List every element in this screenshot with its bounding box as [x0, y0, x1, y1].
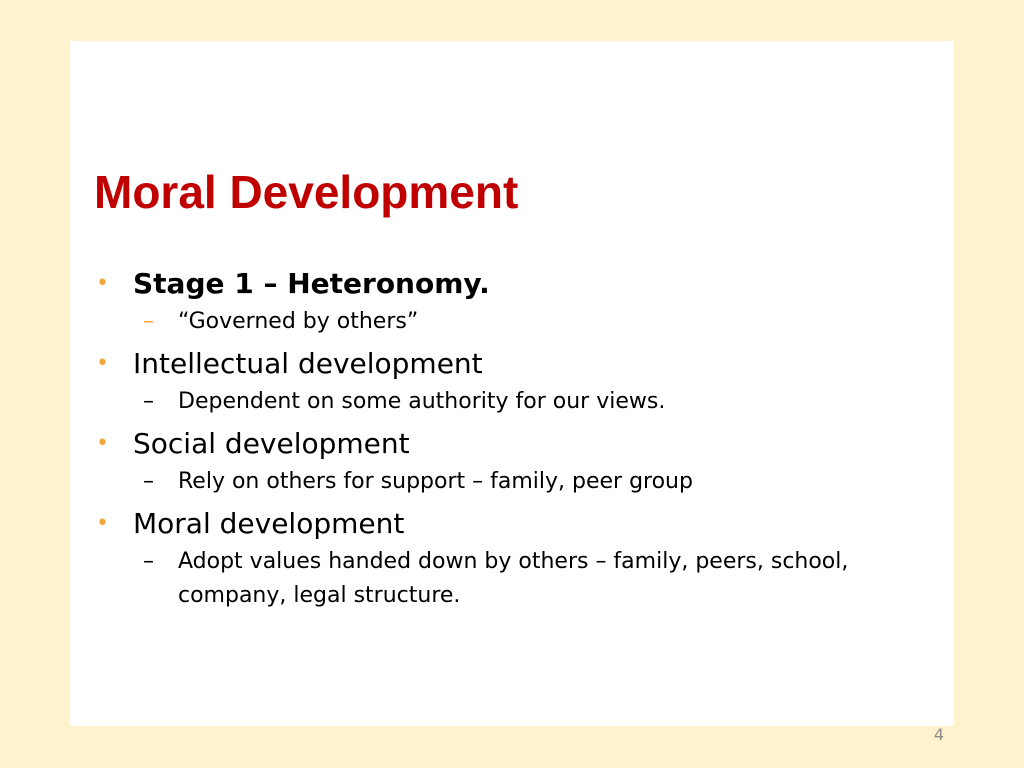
bullet-item-moral	[94, 503, 894, 613]
bullet-list	[94, 263, 894, 617]
bullet-item-stage-1	[94, 263, 894, 339]
dash-icon: –	[143, 389, 154, 414]
sub-list	[133, 385, 894, 419]
sub-list	[133, 465, 894, 499]
sub-list	[133, 305, 894, 339]
sub-text: Adopt values handed down by others – family, peers, school, company, legal structure.	[178, 549, 849, 608]
sub-list	[133, 545, 894, 613]
sub-item	[133, 385, 894, 419]
bullet-text: Social development	[133, 427, 410, 460]
bullet-dot-icon: •	[96, 431, 109, 456]
bullet-dot-icon: •	[96, 351, 109, 376]
sub-text: Dependent on some authority for our views.	[178, 389, 666, 414]
dash-icon: –	[143, 469, 154, 494]
bullet-dot-icon: •	[96, 271, 109, 296]
bullet-item-social	[94, 423, 894, 499]
sub-text: “Governed by others”	[178, 309, 419, 334]
sub-item	[133, 465, 894, 499]
dash-icon: –	[143, 309, 154, 334]
bullet-item-intellectual	[94, 343, 894, 419]
bullet-dot-icon: •	[96, 511, 109, 536]
sub-item	[133, 305, 894, 339]
slide-number: 4	[933, 725, 944, 744]
bullet-text: Stage 1 – Heteronomy.	[133, 267, 490, 300]
dash-icon: –	[143, 549, 154, 574]
bullet-text: Moral development	[133, 507, 405, 540]
sub-item	[133, 545, 894, 613]
slide-title: Moral Development	[94, 166, 519, 218]
sub-text: Rely on others for support – family, peer group	[178, 469, 693, 494]
bullet-text: Intellectual development	[133, 347, 483, 380]
